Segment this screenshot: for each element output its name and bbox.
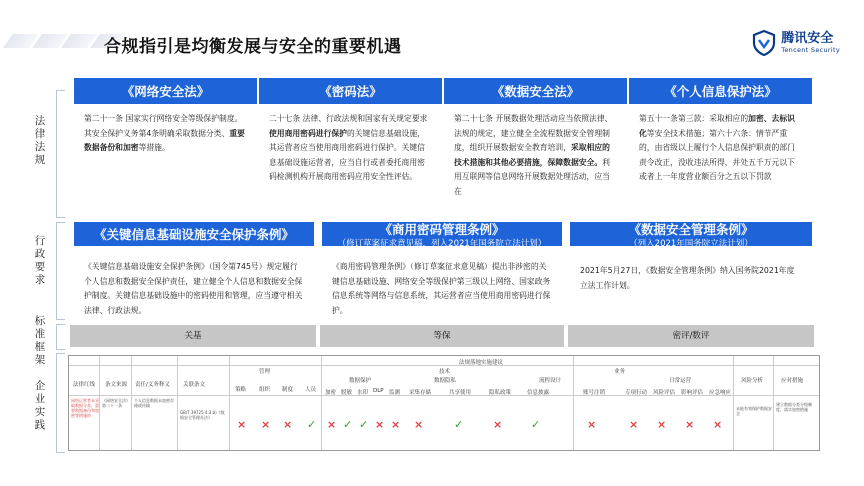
- mgmt-rules: 制度: [282, 387, 294, 393]
- reg-card-title: 《关键信息基础设施安全保护条例》: [74, 222, 314, 246]
- standard-bar-crypto-eval: 密评/数评: [568, 325, 814, 347]
- group-tech: 技术: [439, 369, 451, 375]
- tech-disclosure: 信息披露: [527, 390, 550, 396]
- biz-incident: 应急响应: [709, 390, 732, 396]
- law-card-title: 《个人信息保护法》: [629, 78, 812, 104]
- logo-sub: Tencent Security: [781, 46, 840, 54]
- table-gridline: [131, 356, 132, 451]
- group-biz: 业务: [614, 369, 626, 375]
- law-card: [444, 78, 627, 218]
- risk-text: 未能有效保护数据安全: [736, 406, 772, 416]
- side-label-laws: 法律法规: [34, 115, 46, 166]
- table-gridline: [229, 356, 230, 451]
- reg-card: [322, 222, 562, 322]
- tech-dlp: DLP: [373, 388, 384, 394]
- mark-cross: ×: [391, 418, 401, 431]
- col-risk: 风险分析: [741, 378, 764, 384]
- mgmt-policy: 策略: [235, 387, 247, 393]
- reg-card-subtitle: （列入2021年国务院立法计划）: [629, 238, 753, 249]
- table-gridline: [733, 356, 734, 451]
- mark-check: ✓: [531, 418, 541, 431]
- mark-cross: ×: [493, 418, 503, 431]
- tech-monitor: 监测: [389, 390, 401, 396]
- tech-sub-privacy: 数据隐私: [434, 378, 457, 384]
- tech-sub-protect: 数据保护: [349, 378, 372, 384]
- duty-text: 个人信息数据未加密存储或传输: [134, 398, 174, 408]
- col-related: 关联条文: [183, 382, 206, 388]
- logo-name: 腾讯安全: [781, 31, 834, 46]
- reg-card-body: 《关键信息基础设施安全保护条例》（国令第745号）规定履行个人信息和数据安全保护责任，建立健全个人信息和数据安全保护制度。关键信息基础设施中的密码使用和管理，应当遵守相关法律、行政法规。: [84, 262, 303, 315]
- table-gridline: [99, 356, 100, 451]
- mark-cross: ×: [414, 418, 424, 431]
- law-card-body: 第二十一条 国家实行网络安全等级保护制度。其安全保护义务第4条明确采取数据分类、重要数据备份和加密等措施。: [84, 114, 245, 152]
- col-duty: 责任/义务释义: [135, 382, 170, 388]
- col-redline: 法律红线: [73, 382, 96, 388]
- bracket-practice: [56, 353, 65, 453]
- biz-risk-eval: 风险评估: [653, 390, 676, 396]
- practice-table: [68, 355, 820, 451]
- mark-cross: ×: [629, 418, 639, 431]
- tech-watermark: 水印: [357, 390, 369, 396]
- mark-check: ✓: [359, 418, 369, 431]
- law-card: [629, 78, 812, 218]
- col-source: 条文来源: [105, 382, 128, 388]
- mark-check: ✓: [454, 418, 464, 431]
- mark-cross: ×: [587, 418, 597, 431]
- tech-collect: 采集存储: [409, 390, 432, 396]
- biz-impact-eval: 影响评估: [681, 390, 704, 396]
- biz-account-cancel: 账号注销: [583, 390, 606, 396]
- tech-mask: 脱敏: [341, 390, 353, 396]
- law-card-body: 二十七条 法律、行政法规和国家有关规定要求使用商用密码进行保护的关键信息基础设施，其运营者应当使用商用密码进行保护。关键信息基础设施运营者，应当自行或者委托商用密码检测机构开展商用密码应用安全性评估。: [269, 114, 428, 181]
- law-card-body: 第五十一条第三款：采取相应的加密、去标识化等安全技术措施；第六十六条：情节严重的，由省级以上履行个人信息保护职责的部门责令改正，没收违法所得，并处五千万元以下或者上一年度营业额百分之五以下罚款: [639, 114, 795, 181]
- law-card-body: 第二十七条 开展数据处理活动应当依照法律、法规的规定，建立健全全流程数据安全管理制度，组织开展数据安全教育培训，采取相应的技术措施和其他必要措施，保障数据安全。利用互联网等信息网络开展数据处理活动，应当在: [454, 114, 613, 196]
- mark-cross: ×: [713, 418, 723, 431]
- bracket-laws: [56, 90, 65, 218]
- reg-card-header: [570, 221, 812, 249]
- standard-bar-critical-infra: 关基: [70, 325, 316, 347]
- response-text: 建立数据分类分级制度，落实加密措施: [776, 402, 812, 412]
- related-text: GB/T 39725 4.3 b)《数据安全管理办法》: [180, 410, 225, 420]
- tech-encrypt: 加密: [325, 390, 337, 396]
- mark-cross: ×: [261, 418, 271, 431]
- side-label-admin: 行政要求: [34, 235, 46, 286]
- tech-privacy-policy: 隐私政策: [489, 390, 512, 396]
- page-title: 合规指引是均衡发展与安全的重要机遇: [104, 37, 402, 57]
- source-text: 《网络安全法》第二十一条: [102, 398, 130, 408]
- law-card-title: 《数据安全法》: [444, 78, 627, 104]
- side-label-practice: 企业实践: [34, 380, 46, 431]
- mark-cross: ×: [685, 418, 695, 431]
- table-gridline: [573, 356, 574, 451]
- table-gridline: [177, 356, 178, 451]
- biz-sub-ops: 日常运营: [669, 378, 692, 384]
- bracket-standards: [56, 324, 65, 350]
- table-gridline: [321, 356, 322, 451]
- table-divider: [69, 395, 819, 396]
- law-card-title: 《密码法》: [259, 78, 442, 104]
- reg-card-body: 《商用密码管理条例》（修订草案征求意见稿）提出非涉密的关键信息基础设施、网络安全等级保护第三级以上网络、国家政务信息系统等网络与信息系统，其运营者应当使用商用密码进行保护。: [332, 262, 551, 315]
- reg-card-title: 《商用密码管理条例》: [379, 221, 505, 237]
- reg-card-title: 《数据安全管理条例》: [628, 221, 754, 237]
- reg-card-body: 2021年5月27日，《数据安全管理条例》纳入国务院2021年度立法工作计划。: [580, 266, 795, 290]
- table-top-header: 法规落地实施建议: [459, 360, 504, 366]
- mark-cross: ×: [237, 418, 247, 431]
- law-card: [259, 78, 442, 218]
- reg-card-subtitle: （修订草案征求意见稿，列入2021年国务院立法计划）: [337, 238, 547, 249]
- mark-check: ✓: [343, 418, 353, 431]
- mgmt-org: 组织: [259, 387, 271, 393]
- table-gridline: [773, 356, 774, 451]
- reg-card: [570, 222, 812, 322]
- mark-cross: ×: [327, 418, 337, 431]
- mark-check: ✓: [307, 418, 317, 431]
- tech-share: 共享使用: [449, 390, 472, 396]
- standard-bar-mlps: 等保: [320, 325, 564, 347]
- law-card-title: 《网络安全法》: [74, 78, 257, 104]
- biz-special: 专项行动: [625, 390, 648, 396]
- table-divider: [69, 365, 819, 366]
- group-mgmt: 管理: [259, 369, 271, 375]
- mark-cross: ×: [375, 418, 385, 431]
- redline-text: 网络运营者未采取数据分类、重要数据备份和加密等措施的: [71, 398, 99, 418]
- reg-card: [74, 222, 314, 322]
- reg-card-header: [322, 221, 562, 249]
- law-card: [74, 78, 257, 218]
- biz-sub-process: 流程设计: [539, 378, 562, 384]
- mark-cross: ×: [283, 418, 293, 431]
- shield-icon: [752, 30, 776, 56]
- bracket-admin: [56, 222, 65, 320]
- side-label-standards: 标准框架: [34, 315, 46, 366]
- tencent-security-logo: [752, 30, 840, 56]
- mark-cross: ×: [657, 418, 667, 431]
- col-response: 应对措施: [781, 378, 804, 384]
- mgmt-staff: 人员: [305, 387, 317, 393]
